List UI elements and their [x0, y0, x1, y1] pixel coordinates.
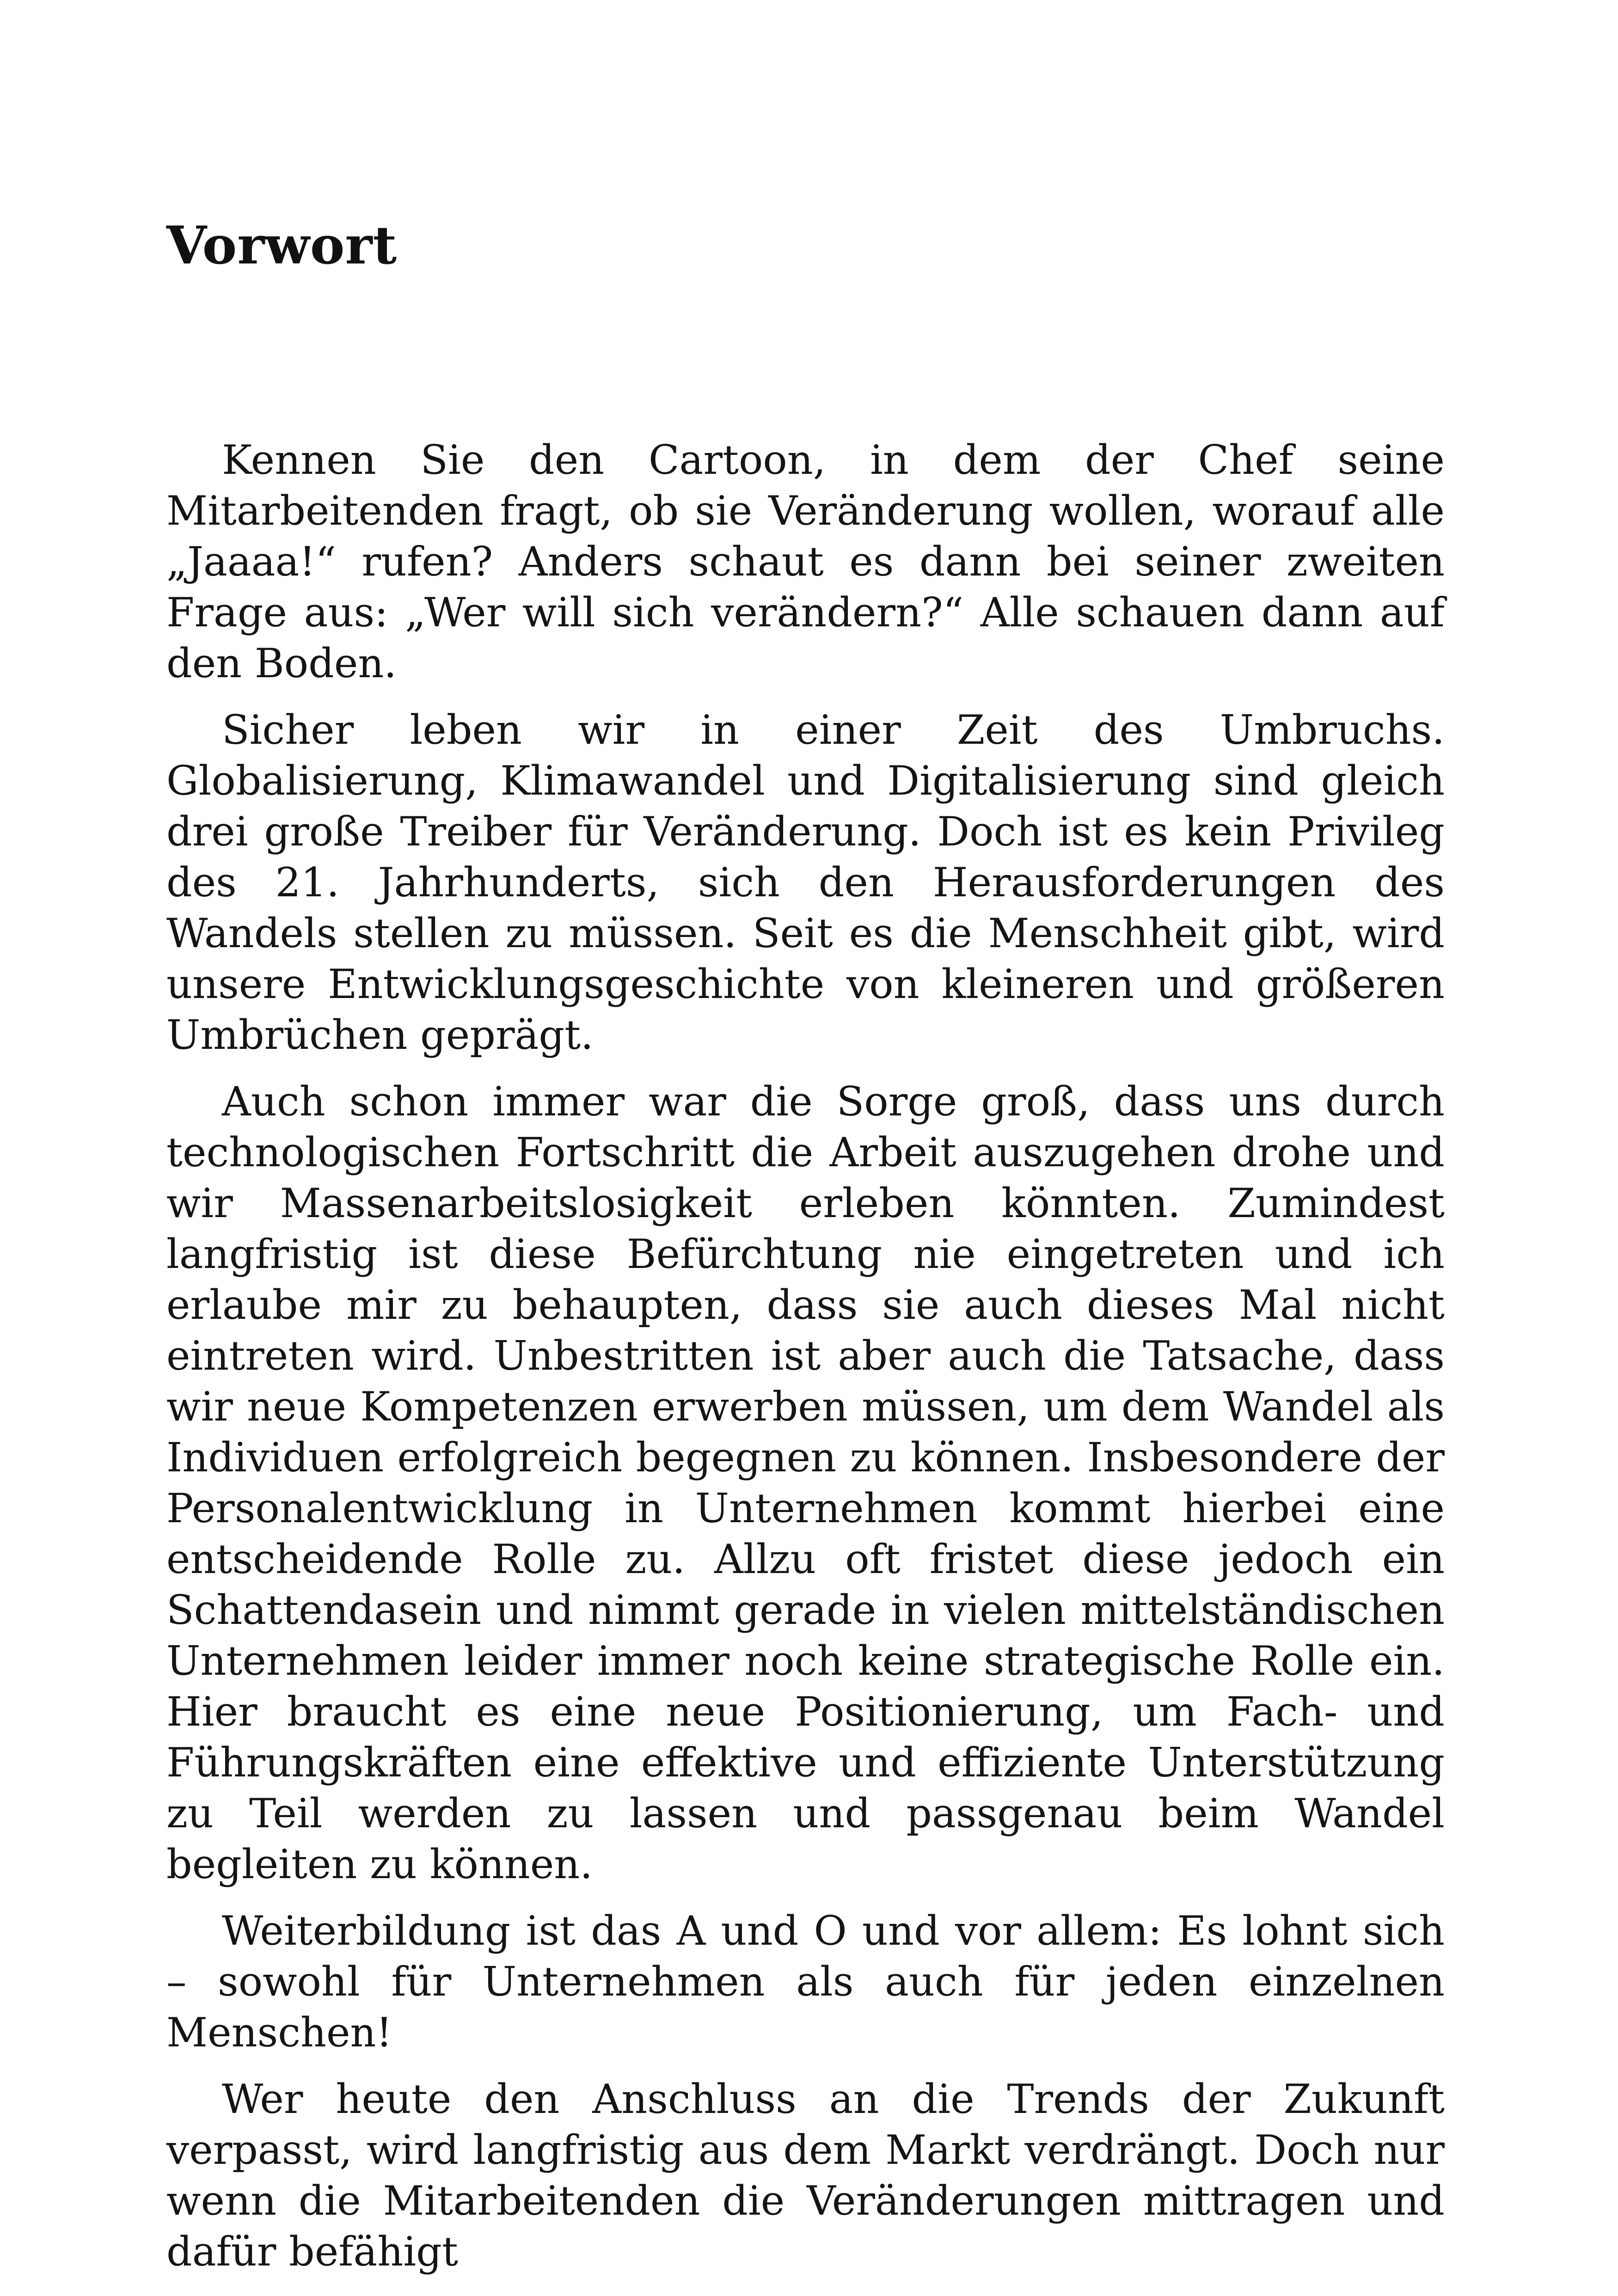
paragraph-weiterbildung: Weiterbildung ist das A und O und vor allem: Es lohnt sich – sowohl für Unternehmen als auch für jeden einzelnen Menschen!: [166, 1907, 1445, 2056]
paragraph-cartoon: Kennen Sie den Cartoon, in dem der Chef seine Mitarbeitenden fragt, ob sie Veränderung wollen, worauf alle „Jaaaa!“ rufen? Anders schaut es dann bei seiner zweiten Frage aus: „Wer will sich verändern?“ Alle schauen dann auf den Boden.: [166, 436, 1445, 687]
chapter-title: Vorwort: [166, 215, 398, 276]
body-text: [166, 435, 1445, 2293]
paragraph-anschluss: Wer heute den Anschluss an die Trends der Zukunft verpasst, wird langfristig aus dem Markt verdrängt. Doch nur wenn die Mitarbeitenden die Veränderungen mittragen und dafür befähigt: [166, 2076, 1445, 2275]
paragraph-technologischer-fortschritt: Auch schon immer war die Sorge groß, dass uns durch technologischen Fortschritt die Arbeit auszugehen drohe und wir Massenarbeitslosigkeit erleben könnten. Zumindest langfristig ist diese Befürchtung nie eingetreten und ich erlaube mir zu behaupten, dass sie auch dieses Mal nicht eintreten wird. Unbestritten ist aber auch die Tatsache, dass wir neue Kompetenzen erwerben müssen, um dem Wandel als Individuen erfolgreich begegnen zu können. Insbesondere der Personalentwicklung in Unternehmen kommt hierbei eine entscheidende Rolle zu. Allzu oft fristet diese jedoch ein Schattendasein und nimmt gerade in vielen mittelständischen Unternehmen leider immer noch keine strategische Rolle ein. Hier braucht es eine neue Positionierung, um Fach- und Führungskräften eine effektive und effiziente Unterstützung zu Teil werden zu lassen und passgenau beim Wandel begleiten zu können.: [166, 1078, 1445, 1888]
paragraph-umbruch: Sicher leben wir in einer Zeit des Umbruchs. Globalisierung, Klimawandel und Digitalisierung sind gleich drei große Treiber für Veränderung. Doch ist es kein Privileg des 21. Jahrhunderts, sich den Herausforderungen des Wandels stellen zu müssen. Seit es die Menschheit gibt, wird unsere Entwicklungsgeschichte von kleineren und größeren Umbrüchen geprägt.: [166, 706, 1445, 1059]
